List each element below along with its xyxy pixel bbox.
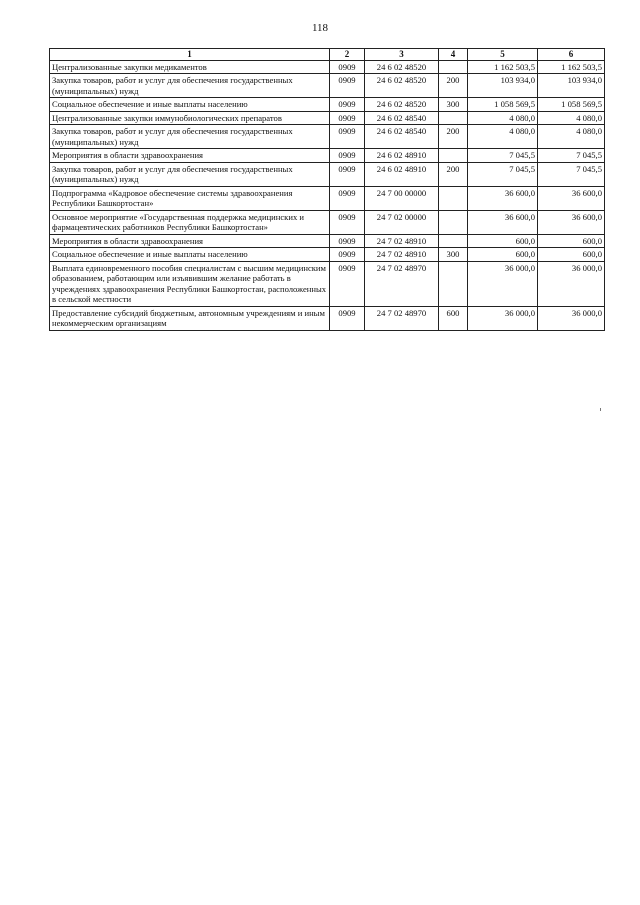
row-name-cell: Предоставление субсидий бюджетным, автономным учреждениям и иным некоммерческим организациям bbox=[50, 306, 330, 330]
row-name-cell: Закупка товаров, работ и услуг для обеспечения государственных (муниципальных) нужд bbox=[50, 125, 330, 149]
table-row bbox=[50, 98, 605, 111]
row-target-code-cell: 24 7 02 48970 bbox=[365, 261, 439, 306]
row-name-cell: Централизованные закупки иммунобиологических препаратов bbox=[50, 111, 330, 124]
row-amount-2-cell: 103 934,0 bbox=[538, 74, 605, 98]
table-row bbox=[50, 162, 605, 186]
row-section-code-cell: 0909 bbox=[330, 306, 365, 330]
row-amount-2-cell: 36 000,0 bbox=[538, 261, 605, 306]
table-row bbox=[50, 74, 605, 98]
row-amount-1-cell: 600,0 bbox=[468, 248, 538, 261]
row-amount-2-cell: 1 058 569,5 bbox=[538, 98, 605, 111]
row-amount-1-cell: 7 045,5 bbox=[468, 149, 538, 162]
row-expense-type-cell bbox=[439, 60, 468, 73]
row-expense-type-cell: 300 bbox=[439, 248, 468, 261]
row-expense-type-cell: 300 bbox=[439, 98, 468, 111]
row-amount-2-cell: 7 045,5 bbox=[538, 149, 605, 162]
row-section-code-cell: 0909 bbox=[330, 98, 365, 111]
row-amount-1-cell: 600,0 bbox=[468, 234, 538, 247]
row-amount-1-cell: 4 080,0 bbox=[468, 125, 538, 149]
row-section-code-cell: 0909 bbox=[330, 162, 365, 186]
page-number: 118 bbox=[311, 22, 329, 34]
row-amount-2-cell: 1 162 503,5 bbox=[538, 60, 605, 73]
row-section-code-cell: 0909 bbox=[330, 261, 365, 306]
row-expense-type-cell: 600 bbox=[439, 306, 468, 330]
row-amount-1-cell: 36 600,0 bbox=[468, 186, 538, 210]
row-amount-2-cell: 600,0 bbox=[538, 234, 605, 247]
row-amount-1-cell: 1 162 503,5 bbox=[468, 60, 538, 73]
table-body bbox=[50, 60, 605, 330]
row-section-code-cell: 0909 bbox=[330, 125, 365, 149]
row-expense-type-cell: 200 bbox=[439, 74, 468, 98]
row-section-code-cell: 0909 bbox=[330, 74, 365, 98]
row-amount-1-cell: 36 000,0 bbox=[468, 261, 538, 306]
row-expense-type-cell bbox=[439, 186, 468, 210]
table-header bbox=[50, 49, 605, 61]
row-amount-1-cell: 4 080,0 bbox=[468, 111, 538, 124]
header-col-2: 2 bbox=[330, 49, 365, 61]
row-expense-type-cell bbox=[439, 149, 468, 162]
row-amount-2-cell: 36 000,0 bbox=[538, 306, 605, 330]
row-section-code-cell: 0909 bbox=[330, 149, 365, 162]
table-row bbox=[50, 306, 605, 330]
table-row bbox=[50, 111, 605, 124]
row-expense-type-cell bbox=[439, 261, 468, 306]
row-target-code-cell: 24 6 02 48520 bbox=[365, 60, 439, 73]
scan-mark bbox=[600, 408, 601, 411]
row-section-code-cell: 0909 bbox=[330, 60, 365, 73]
row-amount-2-cell: 36 600,0 bbox=[538, 210, 605, 234]
table-row bbox=[50, 210, 605, 234]
row-amount-1-cell: 1 058 569,5 bbox=[468, 98, 538, 111]
header-col-1: 1 bbox=[50, 49, 330, 61]
row-target-code-cell: 24 6 02 48520 bbox=[365, 98, 439, 111]
header-col-6: 6 bbox=[538, 49, 605, 61]
row-amount-1-cell: 103 934,0 bbox=[468, 74, 538, 98]
row-name-cell: Закупка товаров, работ и услуг для обеспечения государственных (муниципальных) нужд bbox=[50, 162, 330, 186]
row-expense-type-cell bbox=[439, 234, 468, 247]
row-target-code-cell: 24 6 02 48910 bbox=[365, 149, 439, 162]
table-row bbox=[50, 248, 605, 261]
table-row bbox=[50, 261, 605, 306]
row-amount-2-cell: 600,0 bbox=[538, 248, 605, 261]
row-target-code-cell: 24 7 00 00000 bbox=[365, 186, 439, 210]
row-target-code-cell: 24 7 02 48910 bbox=[365, 248, 439, 261]
row-section-code-cell: 0909 bbox=[330, 234, 365, 247]
row-section-code-cell: 0909 bbox=[330, 248, 365, 261]
header-col-3: 3 bbox=[365, 49, 439, 61]
row-name-cell: Централизованные закупки медикаментов bbox=[50, 60, 330, 73]
row-expense-type-cell bbox=[439, 111, 468, 124]
row-target-code-cell: 24 7 02 48970 bbox=[365, 306, 439, 330]
row-amount-2-cell: 4 080,0 bbox=[538, 111, 605, 124]
table-row bbox=[50, 186, 605, 210]
row-amount-2-cell: 36 600,0 bbox=[538, 186, 605, 210]
row-expense-type-cell bbox=[439, 210, 468, 234]
row-name-cell: Выплата единовременного пособия специалистам с высшим медицинским образованием, работающим или изъявившим желание работать в учреждениях здравоохранения Республики Башкортостан, расположенных в сельской местности bbox=[50, 261, 330, 306]
row-name-cell: Мероприятия в области здравоохранения bbox=[50, 149, 330, 162]
row-section-code-cell: 0909 bbox=[330, 210, 365, 234]
row-name-cell: Закупка товаров, работ и услуг для обеспечения государственных (муниципальных) нужд bbox=[50, 74, 330, 98]
row-name-cell: Социальное обеспечение и иные выплаты населению bbox=[50, 98, 330, 111]
header-row bbox=[50, 49, 605, 61]
row-target-code-cell: 24 7 02 48910 bbox=[365, 234, 439, 247]
row-name-cell: Мероприятия в области здравоохранения bbox=[50, 234, 330, 247]
table-row bbox=[50, 234, 605, 247]
row-name-cell: Основное мероприятие «Государственная поддержка медицинских и фармацевтических работников Республики Башкортостан» bbox=[50, 210, 330, 234]
row-section-code-cell: 0909 bbox=[330, 111, 365, 124]
header-col-4: 4 bbox=[439, 49, 468, 61]
row-name-cell: Социальное обеспечение и иные выплаты населению bbox=[50, 248, 330, 261]
table-row bbox=[50, 60, 605, 73]
row-amount-2-cell: 7 045,5 bbox=[538, 162, 605, 186]
row-target-code-cell: 24 6 02 48540 bbox=[365, 125, 439, 149]
row-section-code-cell: 0909 bbox=[330, 186, 365, 210]
row-name-cell: Подпрограмма «Кадровое обеспечение системы здравоохранения Республики Башкортостан» bbox=[50, 186, 330, 210]
table-row bbox=[50, 149, 605, 162]
row-target-code-cell: 24 6 02 48540 bbox=[365, 111, 439, 124]
row-amount-1-cell: 36 600,0 bbox=[468, 210, 538, 234]
row-target-code-cell: 24 6 02 48910 bbox=[365, 162, 439, 186]
row-expense-type-cell: 200 bbox=[439, 162, 468, 186]
header-col-5: 5 bbox=[468, 49, 538, 61]
row-target-code-cell: 24 6 02 48520 bbox=[365, 74, 439, 98]
row-amount-1-cell: 36 000,0 bbox=[468, 306, 538, 330]
row-expense-type-cell: 200 bbox=[439, 125, 468, 149]
row-amount-1-cell: 7 045,5 bbox=[468, 162, 538, 186]
table-row bbox=[50, 125, 605, 149]
row-amount-2-cell: 4 080,0 bbox=[538, 125, 605, 149]
row-target-code-cell: 24 7 02 00000 bbox=[365, 210, 439, 234]
budget-table bbox=[49, 48, 605, 331]
